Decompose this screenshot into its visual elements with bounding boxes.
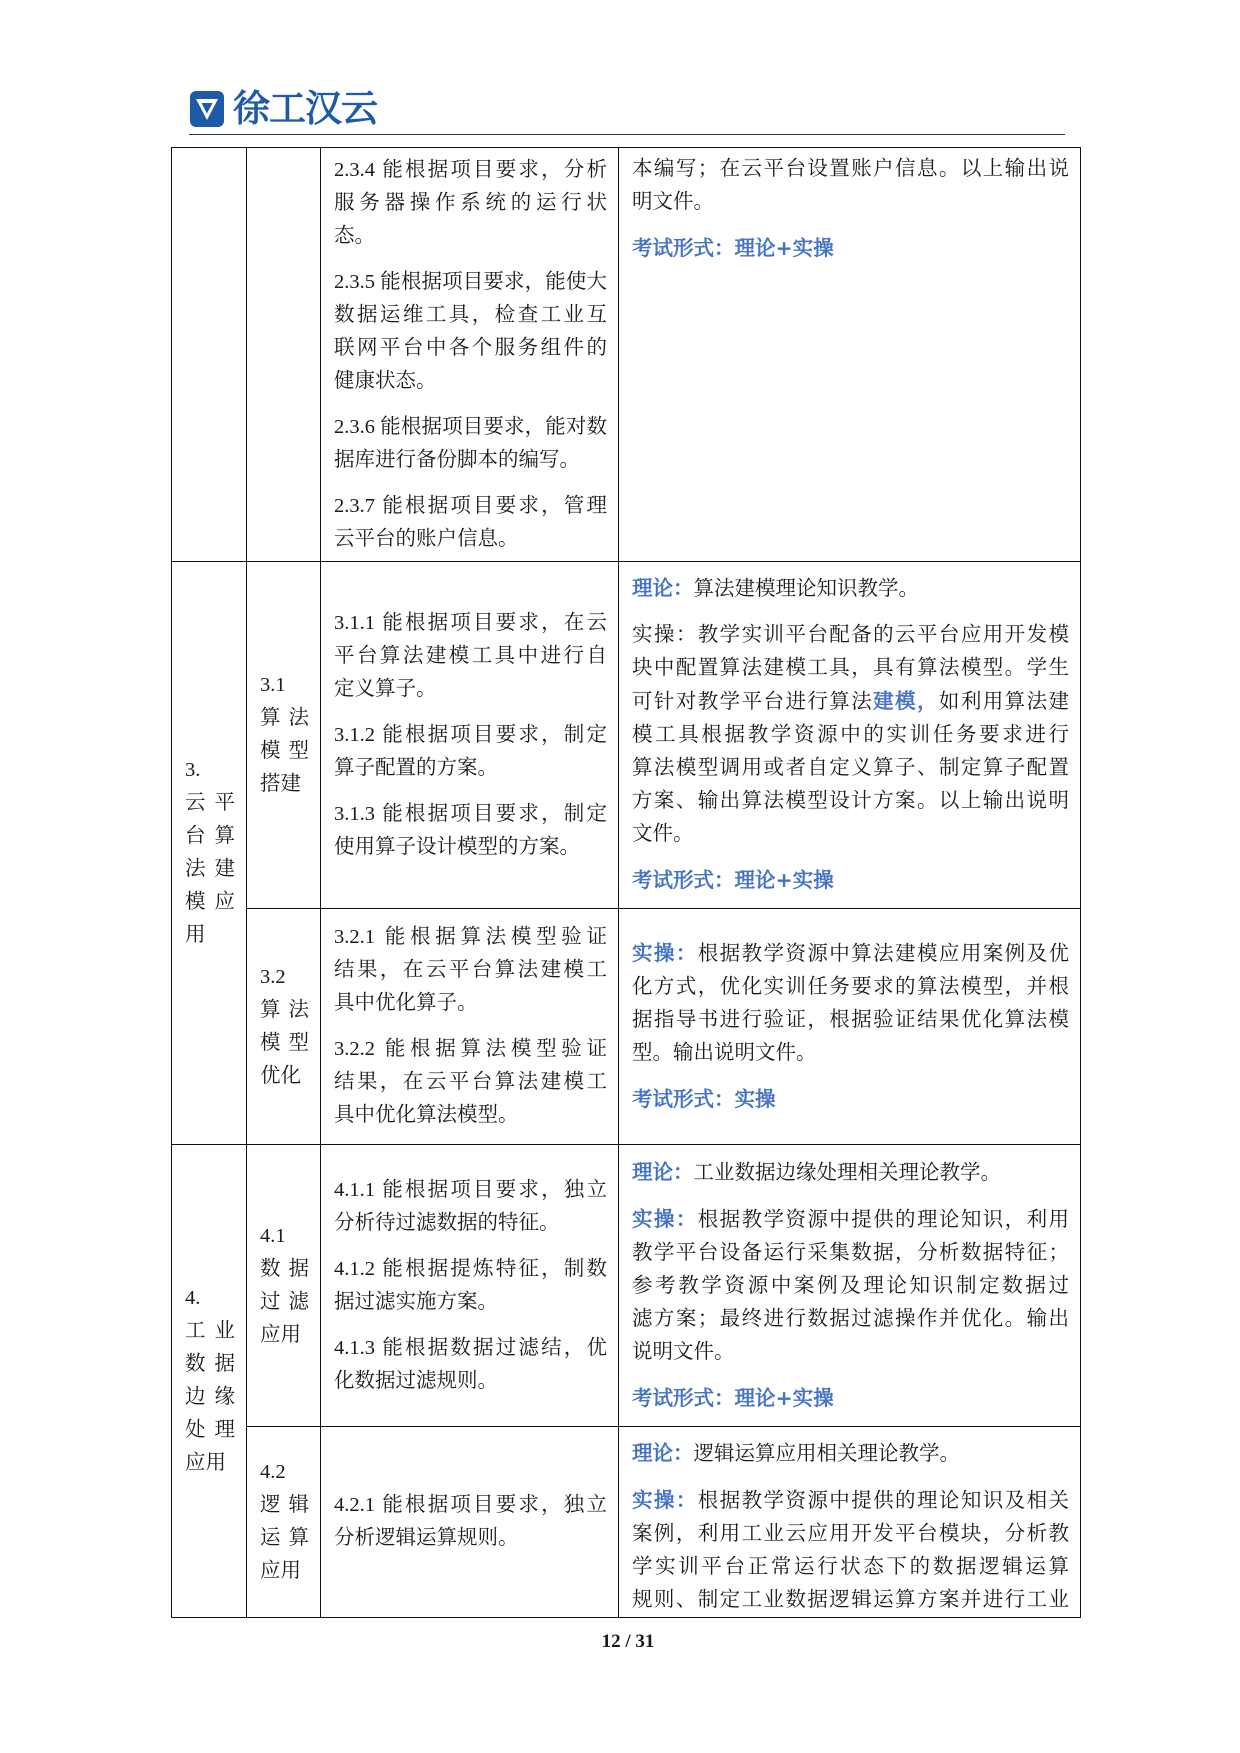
unit-cell: [247, 148, 321, 562]
highlight-label: 理论：: [632, 1441, 694, 1465]
text-line: 学实训平台正常运行状态下的数据逻辑运算: [632, 1556, 1069, 1578]
competency-table: [171, 147, 1081, 1618]
company-logo: [189, 88, 377, 130]
table-row: [172, 1427, 1081, 1618]
text-line: [632, 1382, 1069, 1416]
text-line: 案例，利用工业云应用开发平台模块，分析教: [632, 1523, 1069, 1545]
unit-cell: [247, 562, 321, 909]
paragraph: [632, 1382, 1069, 1416]
highlight-label: 建模，: [873, 689, 939, 713]
text-line: 2.3.5 能根据项目要求，能使大: [334, 270, 607, 293]
ability-requirements-cell: [321, 909, 619, 1145]
paragraph: [260, 1489, 309, 1588]
text-line: 3.2: [260, 965, 286, 988]
text-line: 3.: [185, 759, 201, 781]
highlight-label: 实操：: [632, 1488, 698, 1512]
module-cell: [172, 562, 247, 1145]
text-line: 处理: [185, 1419, 235, 1441]
highlight-label: 理论：: [632, 1159, 694, 1184]
text-segment: 逻辑运算应用相关理论教学。: [693, 1443, 960, 1465]
text-line: 结果，在云平台算法建模工: [334, 959, 607, 981]
text-line: 模应: [185, 891, 235, 913]
highlight-label: 实操：: [632, 1206, 698, 1231]
paragraph: [334, 1174, 607, 1240]
highlight-label: 考试形式：实操: [632, 1086, 776, 1111]
text-line: 3.2.2 能根据算法模型验证: [334, 1038, 607, 1060]
text-segment: 算法建模理论知识教学。: [693, 578, 919, 600]
teaching-content-cell: [619, 562, 1081, 909]
paragraph: [632, 1156, 1069, 1190]
text-segment: 可针对教学平台进行算法: [632, 691, 874, 713]
text-segment: 如利用算法建: [938, 691, 1070, 713]
text-line: [632, 1484, 1069, 1518]
paragraph: [260, 702, 309, 801]
text-line: 4.2.1 能根据项目要求，独立: [334, 1494, 607, 1516]
text-line: 4.2: [260, 1461, 286, 1483]
page-header: [0, 0, 1240, 140]
text-line: 3.1: [260, 674, 286, 696]
text-line: [632, 1156, 1069, 1190]
text-segment: 根据教学资源中算法建模应用案例及优: [697, 942, 1070, 965]
text-line: 据过滤实施方案。: [334, 1290, 498, 1313]
text-line: 4.: [185, 1287, 201, 1309]
page-number: 12 / 31: [601, 1631, 655, 1652]
text-line: 模工具根据教学资源中的实训任务要求进行: [632, 724, 1069, 746]
text-line: 联网平台中各个服务组件的: [334, 336, 607, 359]
text-line: [632, 1203, 1069, 1237]
paragraph: [632, 619, 1069, 851]
text-line: 分析逻辑运算规则。: [334, 1527, 519, 1549]
paragraph: [185, 1315, 235, 1480]
text-line: 3.1.3 能根据项目要求，制定: [334, 802, 607, 825]
highlight-label: 考试形式：理论+实操: [632, 236, 834, 260]
text-line: 4.1.2 能根据提炼特征，制数: [334, 1257, 607, 1280]
text-segment: 工业数据边缘处理相关理论教学。: [693, 1161, 1001, 1184]
text-line: 态。: [334, 224, 375, 247]
paragraph: [260, 1220, 309, 1253]
module-cell: [172, 1145, 247, 1618]
text-line: 型。输出说明文件。: [632, 1041, 817, 1064]
text-line: 具中优化算法模型。: [334, 1104, 519, 1126]
paragraph: [632, 937, 1069, 1070]
paragraph: [334, 719, 607, 785]
paragraph: [632, 1437, 1069, 1471]
table-row: [172, 148, 1081, 562]
text-line: 2.3.4 能根据项目要求，分析: [334, 158, 607, 181]
text-line: 教学平台设备运行采集数据，分析数据特征；: [632, 1241, 1069, 1264]
text-line: 2.3.7 能根据项目要求，管理: [334, 494, 607, 517]
paragraph: [185, 787, 235, 952]
text-segment: 根据教学资源中提供的理论知识及相关: [697, 1490, 1070, 1512]
text-line: 运算: [260, 1527, 309, 1549]
paragraph: [334, 607, 607, 706]
highlight-label: 考试形式：理论+实操: [632, 868, 834, 892]
unit-cell: [247, 909, 321, 1145]
header-divider: [189, 134, 1065, 135]
paragraph: [260, 994, 309, 1093]
text-line: 文件。: [632, 823, 694, 845]
paragraph: [260, 669, 309, 702]
teaching-content-cell: [619, 1427, 1081, 1618]
text-line: 参考教学资源中案例及理论知识制定数据过: [632, 1274, 1069, 1297]
text-line: 模型: [260, 1031, 309, 1054]
text-line: 2.3.6 能根据项目要求，能对数: [334, 415, 607, 438]
text-line: 模型: [260, 740, 309, 762]
ability-requirements-cell: [321, 562, 619, 909]
text-line: [632, 937, 1069, 971]
text-line: 数据: [260, 1257, 309, 1280]
text-line: 应用: [260, 1323, 301, 1346]
paragraph: [260, 961, 309, 994]
paragraph: [334, 154, 607, 253]
paragraph: [632, 864, 1069, 898]
text-line: 说明文件。: [632, 1340, 735, 1363]
text-line: 法建: [185, 858, 235, 880]
text-line: 台算: [185, 825, 235, 847]
text-line: 用: [185, 924, 206, 946]
text-line: [632, 685, 1069, 719]
text-line: 4.1: [260, 1224, 286, 1247]
ability-requirements-cell: [321, 1145, 619, 1427]
text-line: 数据运维工具，检查工业互: [334, 303, 607, 326]
paragraph: [185, 754, 235, 787]
paragraph: [185, 1282, 235, 1315]
text-line: 据库进行备份脚本的编写。: [334, 448, 580, 471]
text-line: 规则、制定工业数据逻辑运算方案并进行工业: [632, 1589, 1069, 1611]
text-line: 平台算法建模工具中进行自: [334, 644, 607, 667]
paragraph: [260, 1456, 309, 1489]
text-line: 优化: [260, 1064, 301, 1087]
teaching-content-cell: [619, 909, 1081, 1145]
paragraph: [632, 1083, 1069, 1117]
text-line: 据指导书进行验证，根据验证结果优化算法模: [632, 1008, 1069, 1031]
paragraph: [334, 1489, 607, 1555]
text-line: 4.1.3 能根据数据过滤结，优: [334, 1336, 607, 1359]
unit-cell: [247, 1427, 321, 1618]
text-line: 分析待过滤数据的特征。: [334, 1211, 560, 1234]
text-line: 服务器操作系统的运行状: [334, 191, 607, 214]
text-line: 具中优化算子。: [334, 992, 478, 1014]
text-line: 应用: [260, 1560, 301, 1582]
paragraph: [334, 1033, 607, 1132]
text-line: 4.1.1 能根据项目要求，独立: [334, 1178, 607, 1201]
text-line: 云平: [185, 792, 235, 814]
text-line: 块中配置算法建模工具，具有算法模型。学生: [632, 657, 1069, 679]
text-line: 算法: [260, 707, 309, 729]
paragraph: [334, 1253, 607, 1319]
paragraph: [260, 1253, 309, 1352]
text-line: 逻辑: [260, 1494, 309, 1516]
text-line: [632, 1437, 1069, 1471]
text-line: 明文件。: [632, 191, 714, 213]
paragraph: [632, 1484, 1069, 1617]
highlight-label: 考试形式：理论+实操: [632, 1385, 834, 1410]
paragraph: [334, 490, 607, 556]
text-line: 云平台的账户信息。: [334, 527, 519, 550]
text-line: 边缘: [185, 1386, 235, 1408]
text-line: 算法: [260, 998, 309, 1021]
text-line: 过滤: [260, 1290, 309, 1313]
text-line: 化数据过滤规则。: [334, 1369, 498, 1392]
highlight-label: 实操：: [632, 940, 698, 965]
paragraph: [334, 266, 607, 398]
paragraph: [632, 153, 1069, 219]
text-line: 本编写；在云平台设置账户信息。以上输出说: [632, 158, 1069, 180]
table-row: [172, 562, 1081, 909]
teaching-content-cell: [619, 148, 1081, 562]
text-line: 化方式，优化实训任务要求的算法模型，并根: [632, 975, 1069, 998]
ability-requirements-cell: [321, 148, 619, 562]
text-line: 搭建: [260, 773, 301, 795]
paragraph: [334, 921, 607, 1020]
text-line: 3.2.1 能根据算法模型验证: [334, 926, 607, 948]
unit-cell: [247, 1145, 321, 1427]
teaching-content-cell: [619, 1145, 1081, 1427]
logo-text: 徐工汉云: [233, 87, 377, 130]
text-line: 算法模型调用或者自定义算子、制定算子配置: [632, 757, 1069, 779]
logo-icon: [189, 90, 225, 128]
paragraph: [632, 232, 1069, 266]
paragraph: [334, 411, 607, 477]
text-line: 算子配置的方案。: [334, 756, 498, 779]
text-line: [632, 572, 1069, 606]
text-line: 应用: [185, 1452, 226, 1474]
text-line: 滤方案；最终进行数据过滤操作并优化。输出: [632, 1307, 1069, 1330]
text-line: 健康状态。: [334, 369, 437, 392]
paragraph: [334, 1332, 607, 1398]
paragraph: [334, 798, 607, 864]
text-line: 数据: [185, 1353, 235, 1375]
text-line: 使用算子设计模型的方案。: [334, 835, 580, 858]
text-line: 结果，在云平台算法建模工: [334, 1071, 607, 1093]
highlight-label: 理论：: [632, 576, 694, 600]
text-segment: 根据教学资源中提供的理论知识，利用: [697, 1208, 1070, 1231]
ability-requirements-cell: [321, 1427, 619, 1618]
text-line: 3.1.1 能根据项目要求，在云: [334, 611, 607, 634]
paragraph: [632, 1203, 1069, 1369]
table-row: [172, 909, 1081, 1145]
text-line: 3.1.2 能根据项目要求，制定: [334, 723, 607, 746]
text-line: [632, 864, 1069, 898]
module-cell: [172, 148, 247, 562]
text-line: 实操：教学实训平台配备的云平台应用开发模: [632, 624, 1069, 646]
text-line: [632, 232, 1069, 266]
text-line: 定义算子。: [334, 677, 437, 700]
table-row: [172, 1145, 1081, 1427]
text-line: [632, 1083, 1069, 1117]
text-line: 方案、输出算法模型设计方案。以上输出说明: [632, 790, 1069, 812]
text-line: 工业: [185, 1320, 235, 1342]
paragraph: [632, 572, 1069, 606]
